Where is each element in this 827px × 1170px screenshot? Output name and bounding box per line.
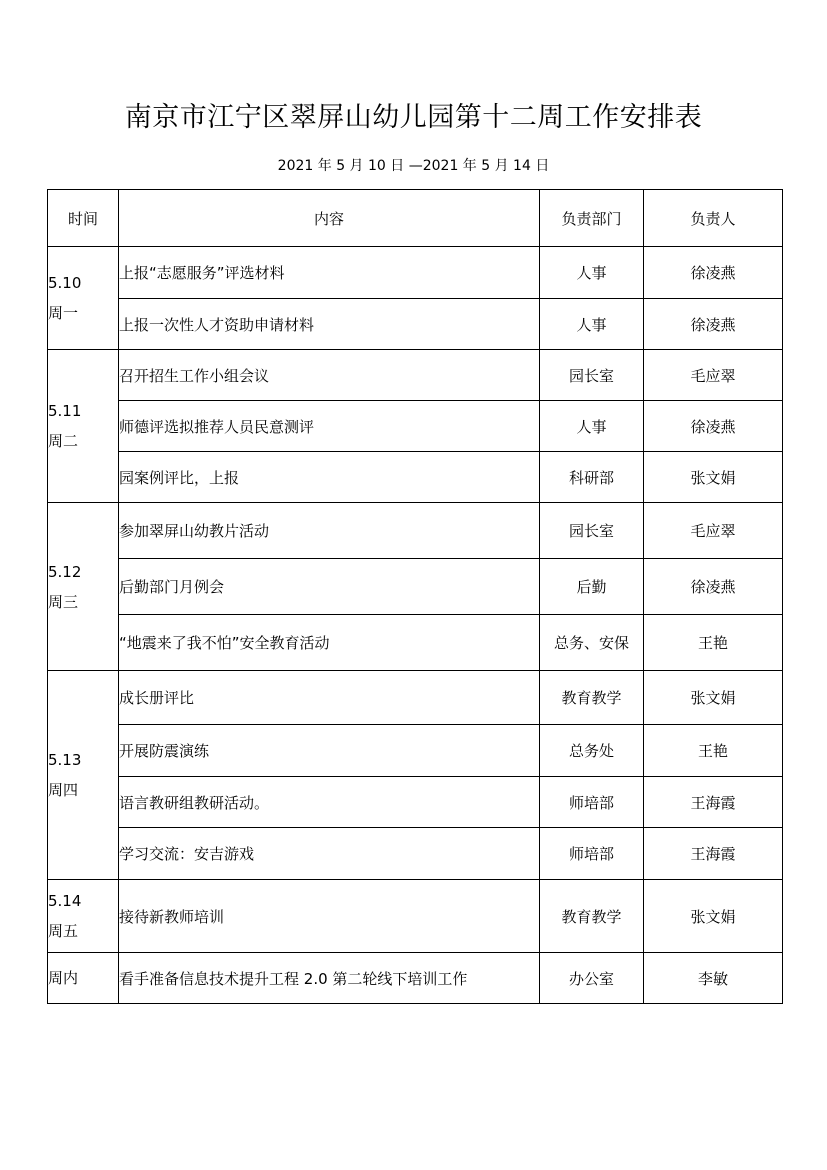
task-person: 张文娟 [644,671,783,725]
table-row [48,559,783,615]
day-date: 5.13 [48,751,82,769]
task-department: 人事 [540,247,644,299]
table-row [48,452,783,503]
day-date: 5.14 [48,892,82,910]
day-cell [48,671,119,880]
table-row [48,777,783,828]
task-department: 办公室 [540,953,644,1004]
task-department: 人事 [540,401,644,452]
table-row [48,953,783,1004]
task-department: 人事 [540,299,644,350]
day-weekday: 周三 [48,592,79,611]
task-person: 王艳 [644,615,783,671]
task-content: 园案例评比，上报 [119,452,540,503]
header-department: 负责部门 [540,190,644,247]
day-weekday: 周四 [48,781,79,799]
day-weekday: 周五 [48,922,79,940]
task-department: 师培部 [540,828,644,880]
task-content: 师德评选拟推荐人员民意测评 [119,401,540,452]
day-weekday: 周内 [48,969,79,987]
task-person: 王艳 [644,725,783,777]
task-person: 张文娟 [644,880,783,953]
header-row [48,190,783,247]
task-content: 学习交流：安吉游戏 [119,828,540,880]
task-department: 后勤 [540,559,644,615]
day-date: 5.12 [48,562,82,581]
page-title: 南京市江宁区翠屏山幼儿园第十二周工作安排表 [124,102,703,133]
task-person: 李敏 [644,953,783,1004]
day-cell [48,953,119,1004]
table-row [48,725,783,777]
task-content: 成长册评比 [119,671,540,725]
task-department: 师培部 [540,777,644,828]
task-department: 教育教学 [540,880,644,953]
day-cell [48,247,119,350]
header-person: 负责人 [644,190,783,247]
header-content: 内容 [119,190,540,247]
task-content: 开展防震演练 [119,725,540,777]
task-department: 科研部 [540,452,644,503]
task-content: 上报“志愿服务”评选材料 [119,247,540,299]
task-department: 园长室 [540,350,644,401]
day-cell [48,880,119,953]
task-person: 毛应翠 [644,503,783,559]
schedule-table [47,189,783,1004]
task-content: 上报一次性人才资助申请材料 [119,299,540,350]
task-person: 徐凌燕 [644,247,783,299]
table-row [48,828,783,880]
task-person: 张文娟 [644,452,783,503]
task-department: 总务、安保 [540,615,644,671]
table-row [48,880,783,953]
task-content: 召开招生工作小组会议 [119,350,540,401]
task-department: 总务处 [540,725,644,777]
task-content: 参加翠屏山幼教片活动 [119,503,540,559]
table-row [48,671,783,725]
task-content: 接待新教师培训 [119,880,540,953]
table-row [48,401,783,452]
task-department: 园长室 [540,503,644,559]
table-row [48,350,783,401]
header-time: 时间 [48,190,119,247]
task-person: 王海霞 [644,777,783,828]
task-content: 后勤部门月例会 [119,559,540,615]
table-row [48,615,783,671]
day-weekday: 周一 [48,304,79,322]
task-department: 教育教学 [540,671,644,725]
day-cell [48,350,119,503]
task-content: 看手准备信息技术提升工程 2.0 第二轮线下培训工作 [119,953,540,1004]
day-date: 5.11 [48,402,82,420]
task-person: 毛应翠 [644,350,783,401]
day-date: 5.10 [48,274,82,292]
day-cell [48,503,119,671]
task-person: 徐凌燕 [644,559,783,615]
table-row [48,299,783,350]
task-person: 徐凌燕 [644,299,783,350]
task-content: 语言教研组教研活动。 [119,777,540,828]
task-person: 王海霞 [644,828,783,880]
table-row [48,503,783,559]
task-content: “地震来了我不怕”安全教育活动 [119,615,540,671]
date-range: 2021 年 5 月 10 日 —2021 年 5 月 14 日 [277,158,550,174]
task-person: 徐凌燕 [644,401,783,452]
day-weekday: 周二 [48,432,79,450]
table-row [48,247,783,299]
